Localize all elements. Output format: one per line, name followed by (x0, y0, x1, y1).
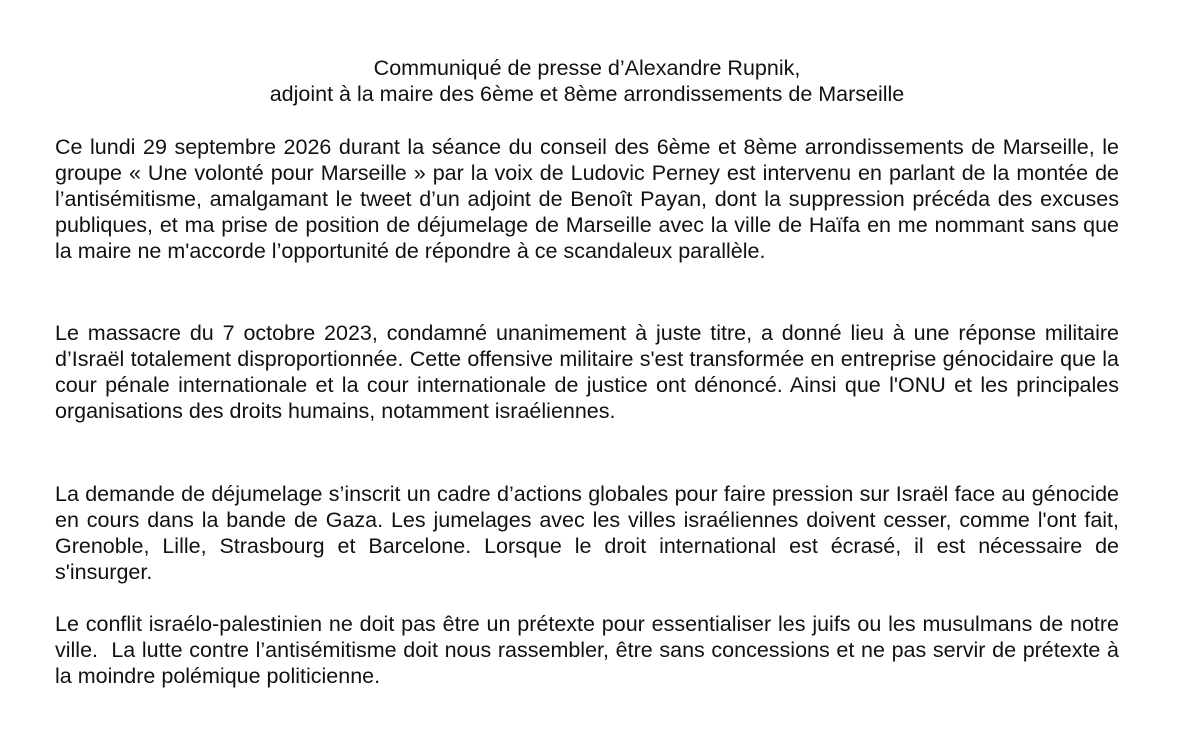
paragraph-twinning-demand: La demande de déjumelage s’inscrit un cadre d’actions globales pour faire pression sur Israël face au génocide en cours dans la bande de Gaza. Les jumelages avec les villes israéliennes doivent cesser, comme l'ont fait, Grenoble, Lille, Strasbourg et Barcelone. Lorsque le droit international est écrasé, il est nécessaire de s'insurger. (55, 482, 1119, 584)
title-line-2: adjoint à la maire des 6ème et 8ème arrondissements de Marseille (269, 82, 905, 106)
paragraph-conflict-statement: Le conflit israélo-palestinien ne doit pas être un prétexte pour essentialiser les juifs ou les musulmans de notre ville. La lutte contre l’antisémitisme doit nous rassembler, être sans concessions et ne pas servir de prétexte à la moindre polémique politicienne. (55, 612, 1125, 688)
paragraph-october-massacre: Le massacre du 7 octobre 2023, condamné unanimement à juste titre, a donné lieu à une réponse militaire d’Israël totalement disproportionnée. Cette offensive militaire s'est transformée en entreprise génocidaire que la cour pénale internationale et la cour internationale de justice ont dénoncé. Ainsi que l'ONU et les principales organisations des droits humains, notamment israéliennes. (55, 321, 1119, 423)
page-title (0, 55, 1174, 107)
title-line-1: Communiqué de presse d’Alexandre Rupnik, (373, 56, 801, 80)
paragraph-council-session: Ce lundi 29 septembre 2026 durant la séance du conseil des 6ème et 8ème arrondissements de Marseille, le groupe « Une volonté pour Marseille » par la voix de Ludovic Perney est intervenu en parlant de la montée de l’antisémitisme, amalgamant le tweet d’un adjoint de Benoît Payan, dont la suppression précéda des excuses publiques, et ma prise de position de déjumelage de Marseille avec la ville de Haïfa en me nommant sans que la maire ne m'accorde l’opportunité de répondre à ce scandaleux parallèle. (55, 135, 1119, 263)
